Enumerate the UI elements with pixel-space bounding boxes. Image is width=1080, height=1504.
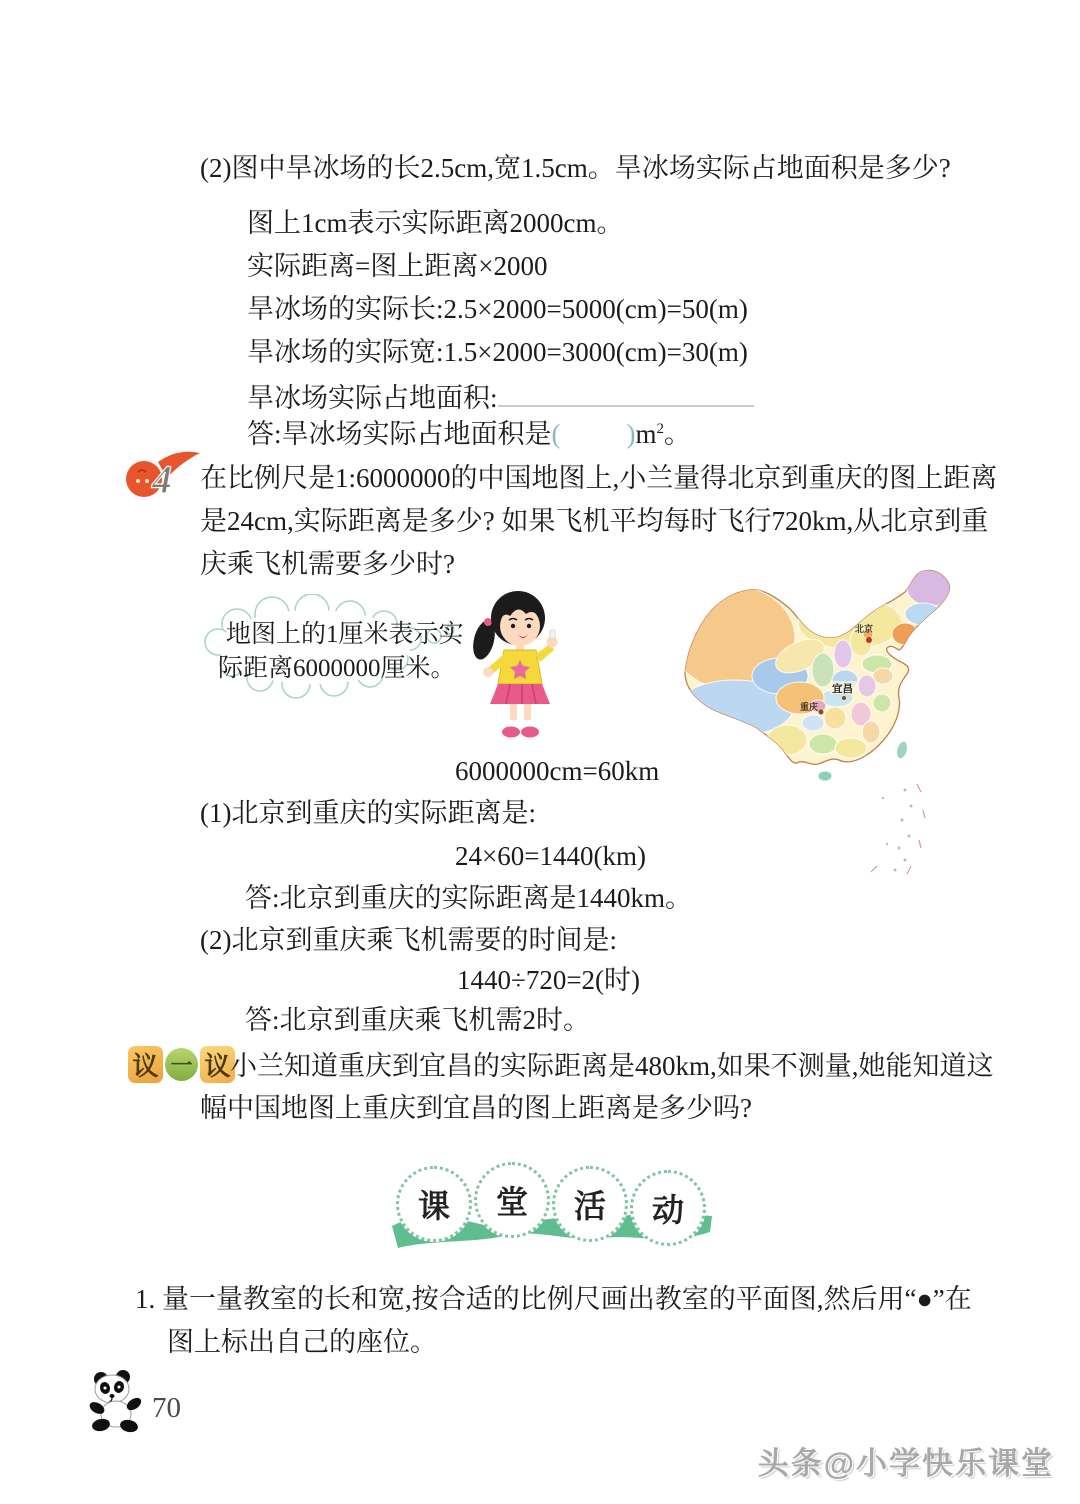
- bubble-text-line1: 地图上的1厘米表示实: [226, 621, 464, 648]
- example4-text-line1: 在比例尺是1:6000000的中国地图上,小兰量得北京到重庆的图上距离: [200, 463, 998, 493]
- discuss-text-line2: 幅中国地图上重庆到宜昌的图上距离是多少吗?: [200, 1093, 752, 1123]
- problem2-question: (2)图中旱冰场的长2.5cm,宽1.5cm。旱冰场实际占地面积是多少?: [200, 153, 951, 183]
- banner-char-2-text: 堂: [495, 1184, 528, 1220]
- taiwan-island: [895, 740, 909, 760]
- part1-answer: 答:北京到重庆的实际距离是1440km。: [245, 883, 693, 913]
- banner-char-1: [396, 1166, 472, 1242]
- activity1-line2: 图上标出自己的座位。: [167, 1327, 437, 1357]
- example4-badge: [118, 448, 204, 508]
- map-label-beijing: 北京: [855, 624, 874, 634]
- girl-cartoon: [462, 582, 574, 744]
- banner-char-3: [552, 1166, 628, 1242]
- panda-icon: [85, 1370, 149, 1434]
- china-map-illustration: [655, 548, 985, 888]
- panda-mascot: [85, 1370, 149, 1434]
- problem2-answer-sup: 2: [656, 421, 665, 437]
- problem2-length-calc: 旱冰场的实际长:2.5×2000=5000(cm)=50(m): [247, 294, 748, 324]
- hainan-island: [818, 771, 832, 781]
- part2-label: (2)北京到重庆乘飞机需要的时间是:: [200, 925, 617, 955]
- bubble-text-line2: 际距离6000000厘米。: [218, 655, 456, 682]
- watermark: 头条@小学快乐课堂: [757, 1446, 1054, 1481]
- page-number: 70: [152, 1392, 181, 1424]
- problem2-scale-statement: 图上1cm表示实际距离2000cm。: [247, 208, 624, 238]
- example4-text-line3: 庆乘飞机需要多少时?: [200, 549, 455, 579]
- chongqing-dot: [819, 710, 824, 715]
- answer-blank-line: [498, 379, 754, 407]
- example-number-swoosh-icon: [118, 448, 204, 508]
- discuss-badge-char3: 议: [200, 1046, 235, 1083]
- beijing-dot: [866, 637, 872, 643]
- discuss-badge: [128, 1046, 235, 1083]
- sea-boundary-dashes: [871, 784, 925, 874]
- south-sea-islands: [882, 789, 913, 872]
- classroom-activity-banner: [388, 1160, 718, 1260]
- speech-bubble: [192, 594, 472, 709]
- problem2-answer-unit: m: [635, 419, 657, 449]
- banner-char-4-text: 动: [651, 1192, 684, 1228]
- map-label-yichang: 宜昌: [832, 684, 853, 695]
- problem2-width-calc: 旱冰场的实际宽:1.5×2000=3000(cm)=30(m): [247, 337, 748, 367]
- china-map: [655, 548, 985, 888]
- paren-close: ): [626, 419, 636, 449]
- example4-badge-number: 4: [152, 457, 172, 502]
- map-label-chongqing: 重庆: [800, 702, 819, 712]
- problem2-answer-line: [247, 418, 691, 452]
- problem2-area-line: [247, 379, 754, 416]
- part2-answer: 答:北京到重庆乘飞机需2时。: [245, 1005, 591, 1035]
- part1-label: (1)北京到重庆的实际距离是:: [200, 798, 536, 828]
- discuss-text-line1: 小兰知道重庆到宜昌的实际距离是480km,如果不测量,她能知道这: [230, 1051, 994, 1081]
- conversion-line: 6000000cm=60km: [455, 756, 660, 786]
- activity1-line1: 1. 量一量教室的长和宽,按合适的比例尺画出教室的平面图,然后用“●”在: [135, 1284, 972, 1314]
- discuss-badge-char1: 议: [128, 1046, 163, 1083]
- banner-char-3-text: 活: [573, 1188, 606, 1224]
- banner-char-4: [630, 1170, 706, 1246]
- paren-open: (: [551, 419, 561, 449]
- banner-char-2: [474, 1162, 550, 1238]
- problem2-answer-prefix: 答:旱冰场实际占地面积是: [247, 419, 552, 449]
- discuss-badge-char2: 一: [165, 1048, 198, 1081]
- part2-calc: 1440÷720=2(时): [457, 965, 641, 995]
- problem2-answer-period: 。: [664, 419, 692, 449]
- example4-text-line2: 是24cm,实际距离是多少? 如果飞机平均每时飞行720km,从北京到重: [200, 506, 989, 536]
- banner-char-1-text: 课: [417, 1188, 450, 1224]
- problem2-area-label: 旱冰场实际占地面积:: [247, 383, 498, 413]
- yichang-dot: [842, 696, 846, 700]
- part1-calc: 24×60=1440(km): [455, 841, 646, 871]
- girl-illustration-icon: [462, 582, 574, 744]
- problem2-formula: 实际距离=图上距离×2000: [247, 251, 548, 281]
